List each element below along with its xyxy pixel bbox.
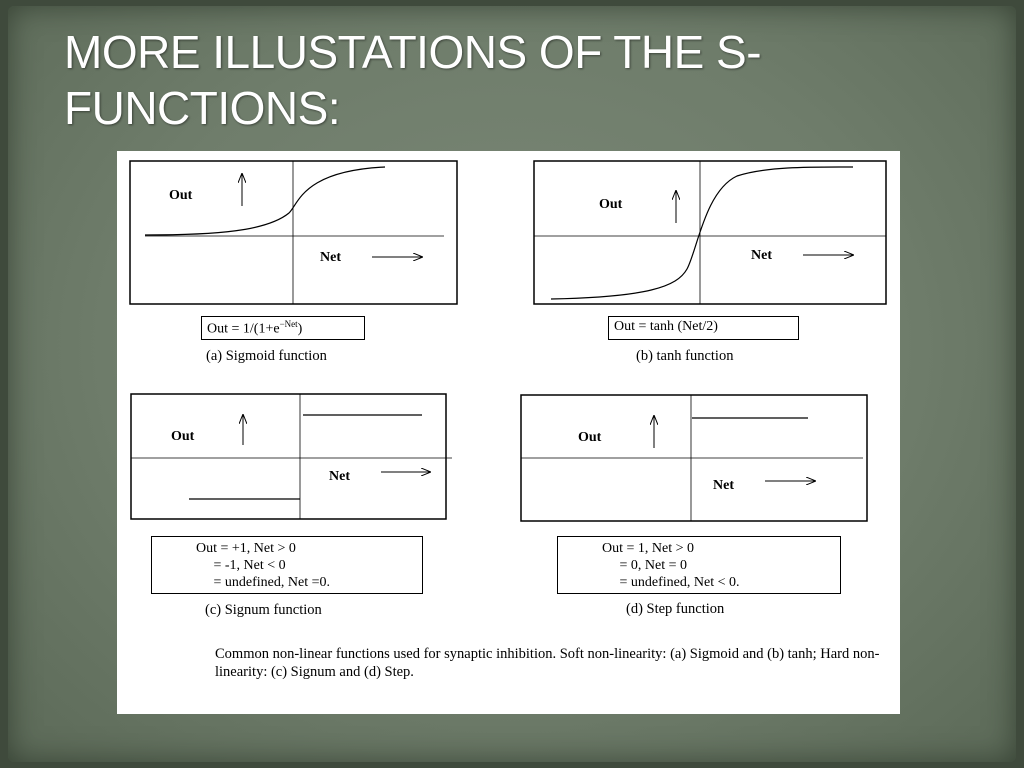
sigmoid-panel bbox=[130, 161, 457, 304]
signum-net-label: Net bbox=[329, 469, 350, 484]
step-caption: (d) Step function bbox=[626, 601, 725, 617]
step-out-label: Out bbox=[578, 430, 602, 445]
signum-out-label: Out bbox=[171, 429, 195, 444]
tanh-frame bbox=[534, 161, 886, 304]
tanh-caption: (b) tanh function bbox=[636, 348, 734, 364]
sigmoid-caption: (a) Sigmoid function bbox=[206, 348, 327, 364]
signum-caption: (c) Signum function bbox=[205, 602, 322, 618]
function-figure bbox=[117, 151, 900, 714]
step-formula bbox=[557, 536, 841, 594]
sigmoid-formula-exponent: −Net bbox=[279, 319, 298, 329]
sigmoid-out-label: Out bbox=[169, 188, 193, 203]
signum-formula-line-2: = -1, Net < 0 bbox=[196, 558, 286, 573]
tanh-formula: Out = tanh (Net/2) bbox=[608, 316, 799, 340]
tanh-net-label: Net bbox=[751, 248, 772, 263]
figure-note: Common non-linear functions used for synaptic inhibition. Soft non-linearity: (a) Sigmoid and (b) tanh; Hard non-linearity: (c) Signum and (d) Step. bbox=[215, 646, 880, 680]
signum-frame bbox=[131, 394, 446, 519]
signum-formula-line-1: Out = +1, Net > 0 bbox=[196, 541, 296, 556]
tanh-curve bbox=[551, 167, 853, 299]
signum-formula-line-3: = undefined, Net =0. bbox=[196, 575, 330, 590]
step-panel bbox=[521, 395, 867, 521]
signum-formula bbox=[151, 536, 423, 594]
sigmoid-formula-end: ) bbox=[297, 321, 303, 337]
sigmoid-frame bbox=[130, 161, 457, 304]
step-net-label: Net bbox=[713, 478, 734, 493]
step-formula-line-1: Out = 1, Net > 0 bbox=[602, 541, 695, 556]
title-line-1: MORE ILLUSTATIONS OF THE S- bbox=[64, 26, 762, 78]
sigmoid-formula-main: Out = 1/(1+e bbox=[207, 321, 280, 337]
signum-panel bbox=[131, 394, 452, 519]
step-formula-line-3: = undefined, Net < 0. bbox=[602, 575, 740, 590]
tanh-out-label: Out bbox=[599, 197, 623, 212]
tanh-panel bbox=[534, 161, 886, 304]
title-line-2: FUNCTIONS: bbox=[64, 82, 341, 134]
step-formula-line-2: = 0, Net = 0 bbox=[602, 558, 688, 573]
sigmoid-formula bbox=[201, 316, 365, 340]
sigmoid-net-label: Net bbox=[320, 250, 341, 265]
slide-title bbox=[64, 24, 964, 136]
function-graphs bbox=[117, 151, 900, 714]
